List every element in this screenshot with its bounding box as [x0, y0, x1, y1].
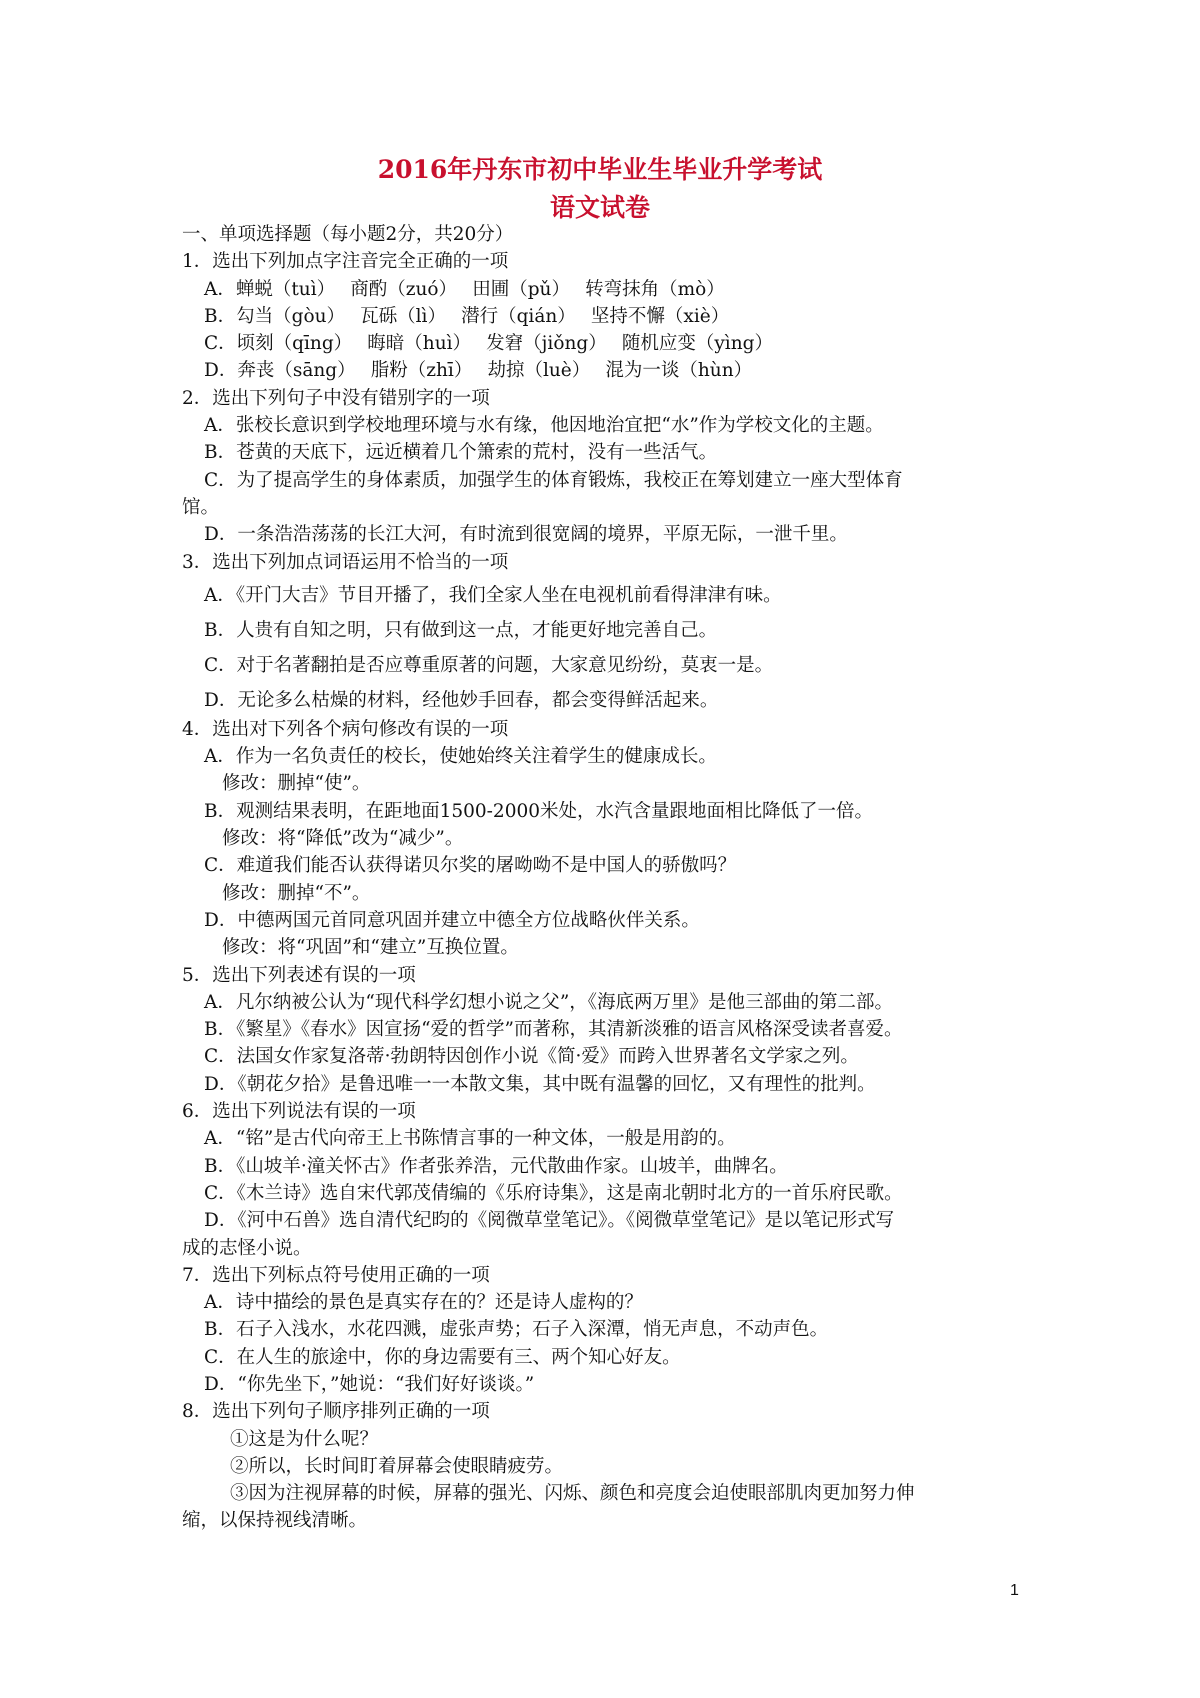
question-5-stem: 5．选出下列表述有误的一项: [182, 964, 416, 986]
question-4-option-c-fix: 修改：删掉“不”。: [222, 882, 371, 904]
question-1-option-c: C．顷刻（qīng） 晦暗（huì） 发窘（jiǒng） 随机应变（yìng）: [204, 333, 773, 355]
question-6-stem: 6．选出下列说法有误的一项: [182, 1101, 416, 1123]
exam-title: 2016年丹东市初中毕业生毕业升学考试: [377, 155, 823, 184]
question-5-option-b: B．《繁星》《春水》因宣扬“爱的哲学”而著称，其清新淡雅的语言风格深受读者喜爱。: [204, 1019, 903, 1041]
question-3-option-c: C．对于名著翻拍是否应尊重原著的问题，大家意见纷纷，莫衷一是。: [204, 654, 774, 676]
question-6-option-d: D．《河中石兽》选自清代纪昀的《阅微草堂笔记》。《阅微草堂笔记》是以笔记形式写: [204, 1210, 895, 1232]
question-4-option-d: D．中德两国元首同意巩固并建立中德全方位战略伙伴关系。: [204, 909, 700, 931]
question-2-stem: 2．选出下列句子中没有错别字的一项: [182, 387, 490, 409]
question-2-option-d: D．一条浩浩荡荡的长江大河，有时流到很宽阔的境界，平原无际，一泄千里。: [204, 524, 848, 546]
question-5-option-d: D．《朝花夕拾》是鲁迅唯一一本散文集，其中既有温馨的回忆，又有理性的批判。: [204, 1073, 876, 1095]
question-2-option-b: B．苍黄的天底下，远近横着几个箫索的荒村，没有一些活气。: [204, 442, 718, 464]
question-4-option-a: A．作为一名负责任的校长，使她始终关注着学生的健康成长。: [204, 746, 717, 768]
question-3-option-d: D．无论多么枯燥的材料，经他妙手回春，都会变得鲜活起来。: [204, 689, 719, 711]
question-2-option-c-cont: 馆。: [182, 496, 220, 518]
exam-content: [182, 221, 1042, 1535]
question-7-stem: 7．选出下列标点符号使用正确的一项: [182, 1264, 490, 1286]
question-5-option-a: A．凡尔纳被公认为“现代科学幻想小说之父”，《海底两万里》是他三部曲的第二部。: [204, 991, 894, 1013]
question-3-stem: 3．选出下列加点词语运用不恰当的一项: [182, 551, 509, 573]
question-4-option-c: C．难道我们能否认获得诺贝尔奖的屠呦呦不是中国人的骄傲吗？: [204, 855, 737, 877]
question-5-option-c: C．法国女作家复洛蒂·勃朗特因创作小说《简·爱》而跨入世界著名文学家之列。: [204, 1046, 859, 1068]
question-8-sentence-2: ②所以，长时间盯着屏幕会使眼睛疲劳。: [230, 1455, 564, 1477]
question-4-stem: 4．选出对下列各个病句修改有误的一项: [182, 718, 509, 740]
question-1-stem: 1．选出下列加点字注音完全正确的一项: [182, 251, 509, 273]
question-1-option-d: D．奔丧（sāng） 脂粉（zhī） 劫掠（luè） 混为一谈（hùn）: [204, 360, 753, 382]
question-8-sentence-3-cont: 缩，以保持视线清晰。: [182, 1510, 368, 1532]
question-4-option-b-fix: 修改：将“降低”改为“减少”。: [222, 828, 464, 850]
question-7-option-d: D．“你先坐下，”她说：“我们好好谈谈。”: [204, 1373, 535, 1395]
question-3-option-a: A．《开门大吉》节目开播了，我们全家人坐在电视机前看得津津有味。: [204, 584, 782, 606]
question-6-option-d-cont: 成的志怪小说。: [182, 1237, 312, 1259]
question-8-sentence-3: ③因为注视屏幕的时候，屏幕的强光、闪烁、颜色和亮度会迫使眼部肌肉更加努力伸: [230, 1483, 915, 1505]
question-2-option-a: A．张校长意识到学校地理环境与水有缘，他因地治宜把“水”作为学校文化的主题。: [204, 415, 884, 437]
question-7-option-b: B．石子入浅水，水花四溅，虚张声势；石子入深潭，悄无声息，不动声色。: [204, 1319, 829, 1341]
question-1-option-b: B．勾当（gòu） 瓦砾（lì） 潜行（qián） 坚持不懈（xiè）: [204, 305, 730, 327]
question-6-option-b: B．《山坡羊·潼关怀古》作者张养浩，元代散曲作家。山坡羊，曲牌名。: [204, 1155, 788, 1177]
question-7-option-c: C．在人生的旅途中，你的身边需要有三、两个知心好友。: [204, 1346, 681, 1368]
section-heading: 一、单项选择题（每小题2分，共20分）: [182, 224, 514, 245]
question-7-option-a: A．诗中描绘的景色是真实存在的？还是诗人虚构的？: [204, 1292, 643, 1314]
question-8-sentence-1: ①这是为什么呢？: [230, 1428, 379, 1450]
page-number: 1: [1010, 1582, 1019, 1599]
question-2-option-c: C．为了提高学生的身体素质，加强学生的体育锻炼，我校正在筹划建立一座大型体育: [204, 469, 903, 491]
question-6-option-a: A．“铭”是古代向帝王上书陈情言事的一种文体，一般是用韵的。: [204, 1128, 736, 1150]
question-6-option-c: C．《木兰诗》选自宋代郭茂倩编的《乐府诗集》，这是南北朝时北方的一首乐府民歌。: [204, 1182, 903, 1204]
question-8-stem: 8．选出下列句子顺序排列正确的一项: [182, 1401, 490, 1423]
exam-subtitle: 语文试卷: [549, 193, 650, 222]
question-4-option-d-fix: 修改：将“巩固”和“建立”互换位置。: [222, 937, 519, 959]
question-4-option-b: B．观测结果表明，在距地面1500-2000米处，水汽含量跟地面相比降低了一倍。: [204, 800, 874, 822]
question-3-option-b: B．人贵有自知之明，只有做到这一点，才能更好地完善自己。: [204, 619, 718, 641]
question-1-option-a: A．蝉蜕（tuì） 商酌（zuó） 田圃（pǔ） 转弯抹角（mò）: [204, 278, 725, 300]
question-4-option-a-fix: 修改：删掉“使”。: [222, 773, 371, 795]
